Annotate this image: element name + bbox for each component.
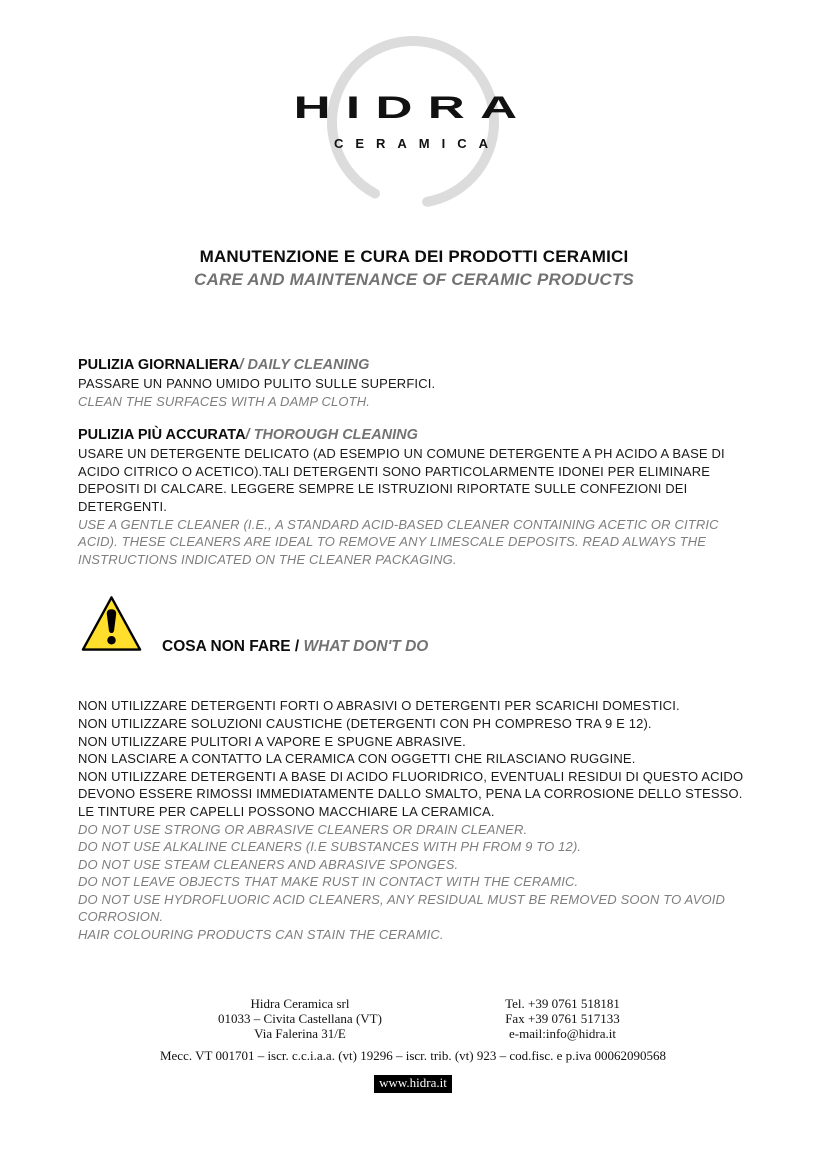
document-title-block [78,247,750,290]
dont-item-italian: NON UTILIZZARE DETERGENTI FORTI O ABRASIVI O DETERGENTI PER SCARICHI DOMESTICI. [78,698,680,714]
paragraph-italian: PASSARE UN PANNO UMIDO PULITO SULLE SUPERFICI. [78,376,436,391]
dont-item-italian: NON LASCIARE A CONTATTO LA CERAMICA CON OGGETTI CHE RILASCIANO RUGGINE. [78,751,636,767]
company-name: Hidra Ceramica srl [250,996,350,1011]
warning-title-italian: COSA NON FARE / [162,638,304,656]
dont-item-english: DO NOT USE HYDROFLUORIC ACID CLEANERS, ANY RESIDUAL MUST BE REMOVED SOON TO AVOID CORROSION. [78,891,726,925]
heading-english: / THOROUGH CLEANING [245,427,418,444]
dont-item-english: DO NOT USE STEAM CLEANERS AND ABRASIVE SPONGES. [78,856,459,872]
paragraph-italian: USARE UN DETERGENTE DELICATO (AD ESEMPIO UN COMUNE DETERGENTE A PH ACIDO A BASE DI ACIDO CITRICO O ACETICO).TALI DETERGENTI SONO PARTICOLARMENTE IDONEI PER ELIMINARE DEPOSITI DI CALCARE. LEGGERE SEMPRE LE ISTRUZIONI RIPORTATE SULLE CONFEZIONI DEI DETERGENTI. [78,446,725,514]
warning-header [78,594,750,659]
warning-title-english: WHAT DON'T DO [303,638,429,656]
fax-number: Fax +39 0761 517133 [505,1010,620,1026]
paragraph-english: CLEAN THE SURFACES WITH A DAMP CLOTH. [78,393,371,409]
footer-contact-block [455,997,670,1041]
address-line: 01033 – Civita Castellana (VT) [218,1010,382,1026]
dont-item-italian: NON UTILIZZARE SOLUZIONI CAUSTICHE (DETERGENTI CON PH COMPRESO TRA 9 E 12). [78,715,652,731]
website-badge: www.hidra.it [374,1075,452,1093]
warning-triangle-icon [80,594,143,659]
heading-italian: PULIZIA PIÙ ACCURATA [78,427,246,444]
dont-item-english: DO NOT USE ALKALINE CLEANERS (I.E SUBSTANCES WITH PH FROM 9 TO 12). [78,839,582,855]
title-english: CARE AND MAINTENANCE OF CERAMIC PRODUCTS [194,270,634,289]
website-row [0,1075,826,1093]
heading-italian: PULIZIA GIORNALIERA [78,357,240,373]
section-thorough-cleaning [78,426,750,568]
section-daily-cleaning [78,356,750,410]
warning-title [162,638,428,659]
dont-list [78,697,750,943]
dont-item-italian: NON UTILIZZARE PULITORI A VAPORE E SPUGNE ABRASIVE. [78,733,466,749]
footer-address-block [150,997,450,1041]
section-heading [78,426,750,444]
company-registration-line: Mecc. VT 001701 – iscr. c.c.i.a.a. (vt) 19296 – iscr. trib. (vt) 923 – cod.fisc. e p.iva 00062090568 [159,1048,667,1063]
document-body [78,356,750,944]
address-line: Via Falerina 31/E [254,1025,346,1041]
logo-sub-text: CERAMICA [333,136,501,151]
logo-brand-text: HIDRA [293,90,533,125]
phone-number: Tel. +39 0761 518181 [505,996,620,1011]
dont-item-english: HAIR COLOURING PRODUCTS CAN STAIN THE CERAMIC. [78,927,444,943]
logo [0,30,826,212]
title-italian: MANUTENZIONE E CURA DEI PRODOTTI CERAMICI [199,247,629,266]
dont-item-english: DO NOT USE STRONG OR ABRASIVE CLEANERS OR DRAIN CLEANER. [78,821,528,837]
paragraph-english: USE A GENTLE CLEANER (I.E., A STANDARD ACID-BASED CLEANER CONTAINING ACETIC OR CITRIC ACID). THESE CLEANERS ARE IDEAL TO REMOVE ANY LIMESCALE DEPOSITS. READ ALWAYS THE INSTRUCTIONS INDICATED ON THE CLEANER PACKAGING. [78,516,719,567]
email-address: e-mail:info@hidra.it [509,1025,616,1041]
heading-english: / DAILY CLEANING [239,357,370,373]
footer [0,995,826,1105]
hidra-logo-graphic [263,30,563,212]
dont-item-english: DO NOT LEAVE OBJECTS THAT MAKE RUST IN CONTACT WITH THE CERAMIC. [78,874,579,890]
dont-item-italian: NON UTILIZZARE DETERGENTI A BASE DI ACIDO FLUORIDRICO, EVENTUALI RESIDUI DI QUESTO ACIDO DEVONO ESSERE RIMOSSI IMMEDIATAMENTE DALLO SMALTO, PENA LA CORROSIONE DELLO STESSO. [78,768,744,802]
dont-item-italian: LE TINTURE PER CAPELLI POSSONO MACCHIARE LA CERAMICA. [78,803,495,819]
section-heading [78,356,750,374]
